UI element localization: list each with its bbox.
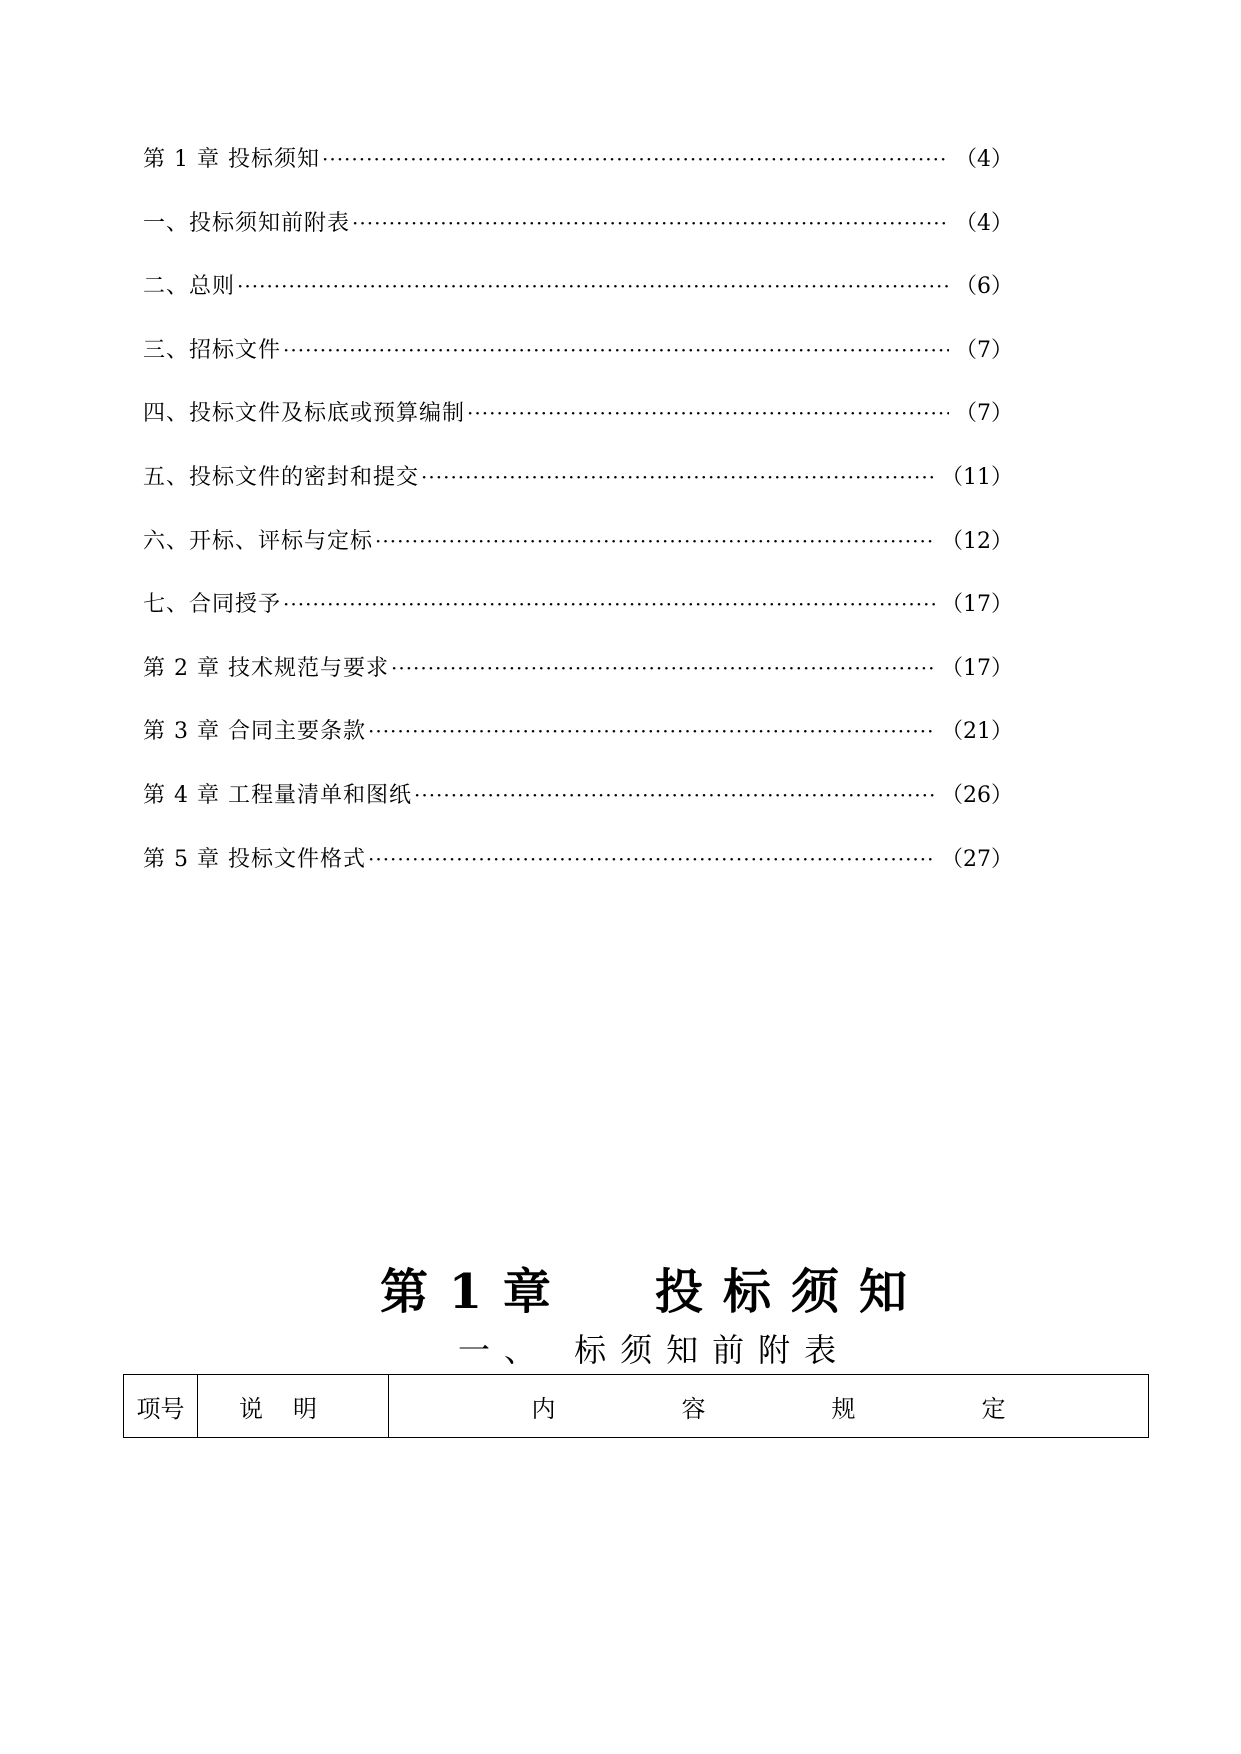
toc-leader-dots <box>391 651 935 685</box>
table-header-row <box>124 1375 1149 1438</box>
toc-entry[interactable] <box>143 651 1013 715</box>
toc-entry-label: 二、总则 <box>143 274 236 300</box>
toc-entry-label: 三、招标文件 <box>143 337 282 363</box>
toc-entry[interactable] <box>143 396 1013 460</box>
header-content-char: 内 <box>531 1394 556 1423</box>
toc-entry[interactable] <box>143 587 1013 651</box>
table-of-contents <box>143 142 1013 905</box>
toc-entry-page: （26） <box>941 782 1013 808</box>
toc-entry-page: （7） <box>955 401 1013 427</box>
toc-entry-label: 第 3 章 合同主要条款 <box>143 719 366 745</box>
header-description: 说明 <box>198 1375 389 1438</box>
toc-entry-label: 第 1 章 投标须知 <box>143 147 320 172</box>
toc-entry-label: 第 2 章 技术规范与要求 <box>143 655 389 681</box>
toc-leader-dots <box>237 269 949 303</box>
chapter-name: 投标须知 <box>655 1264 928 1320</box>
header-content-rules <box>389 1375 1149 1438</box>
header-content-char: 规 <box>831 1394 856 1423</box>
toc-entry-page: （7） <box>955 337 1013 363</box>
section-title: 一、 标须知前附表 <box>458 1331 851 1369</box>
toc-entry-label: 六、开标、评标与定标 <box>143 528 374 554</box>
toc-entry-page: （27） <box>941 846 1013 872</box>
toc-entry-label: 七、合同授予 <box>143 592 282 618</box>
toc-leader-dots <box>368 842 935 876</box>
toc-leader-dots <box>368 714 935 748</box>
toc-entry-label: 第 4 章 工程量清单和图纸 <box>143 782 412 808</box>
toc-entry-page: （21） <box>941 719 1013 745</box>
toc-entry-page: （17） <box>941 655 1013 681</box>
toc-entry-label: 四、投标文件及标底或预算编制 <box>143 401 466 427</box>
toc-entry[interactable] <box>143 714 1013 778</box>
toc-entry-page: （4） <box>955 147 1013 172</box>
toc-entry-page: （11） <box>941 464 1013 490</box>
toc-entry[interactable] <box>143 778 1013 842</box>
toc-entry-label: 第 5 章 投标文件格式 <box>143 846 366 872</box>
toc-leader-dots <box>352 206 949 240</box>
toc-leader-dots <box>283 333 949 367</box>
chapter-number: 第 1 章 <box>380 1264 553 1320</box>
toc-entry-label: 一、投标须知前附表 <box>143 210 351 236</box>
toc-leader-dots <box>375 524 935 558</box>
toc-leader-dots <box>467 396 949 430</box>
toc-leader-dots <box>414 778 935 812</box>
toc-entry-label: 五、投标文件的密封和提交 <box>143 464 420 490</box>
header-content-char: 定 <box>981 1394 1006 1423</box>
toc-leader-dots <box>322 142 949 176</box>
toc-entry[interactable] <box>143 333 1013 397</box>
appendix-table <box>123 1374 1149 1438</box>
toc-entry[interactable] <box>143 142 1013 206</box>
toc-entry[interactable] <box>143 842 1013 906</box>
toc-entry[interactable] <box>143 269 1013 333</box>
toc-entry[interactable] <box>143 460 1013 524</box>
toc-entry-page: （17） <box>941 592 1013 618</box>
chapter-heading <box>0 1253 1241 1323</box>
toc-leader-dots <box>283 587 935 621</box>
toc-entry[interactable] <box>143 524 1013 588</box>
header-content-char: 容 <box>681 1394 706 1423</box>
toc-leader-dots <box>421 460 935 494</box>
toc-entry-page: （12） <box>941 528 1013 554</box>
toc-entry-page: （4） <box>955 210 1013 236</box>
header-item-number: 项号 <box>124 1375 198 1438</box>
toc-entry-page: （6） <box>955 274 1013 300</box>
toc-entry[interactable] <box>143 206 1013 270</box>
